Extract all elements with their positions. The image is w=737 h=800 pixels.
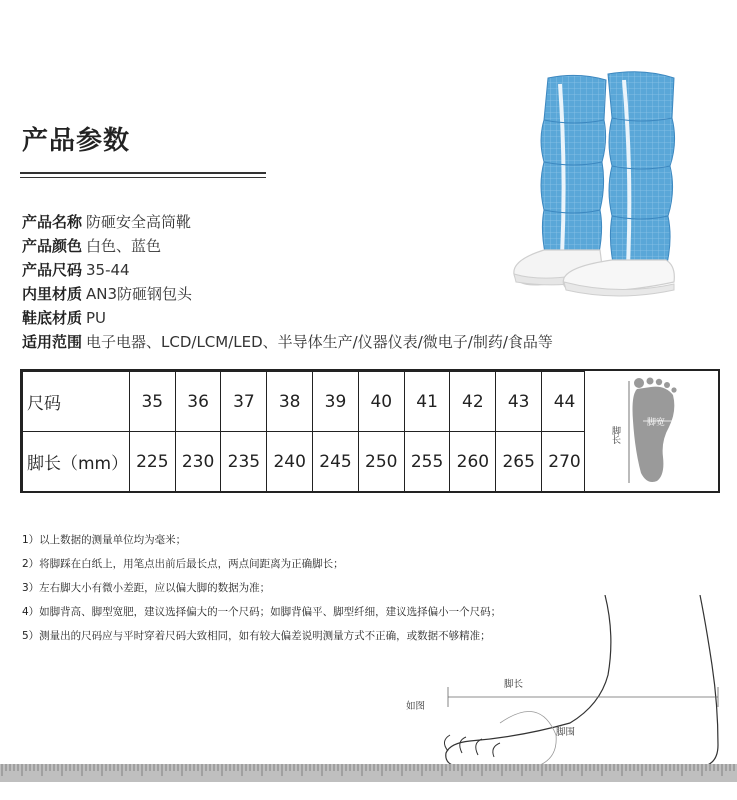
size-cell: 35 bbox=[129, 372, 175, 432]
size-chart-table bbox=[20, 369, 720, 493]
foot-diagram-cell bbox=[584, 371, 718, 491]
spec-label: 产品名称 bbox=[22, 213, 83, 231]
foot-girth-text: 脚围 bbox=[556, 727, 576, 738]
length-cell: 225 bbox=[129, 432, 175, 492]
length-cell: 270 bbox=[542, 432, 588, 492]
spec-value: PU bbox=[86, 309, 107, 327]
size-cell: 42 bbox=[450, 372, 496, 432]
length-cell: 230 bbox=[175, 432, 221, 492]
note-item: 4）如脚背高、脚型宽肥，建议选择偏大的一个尺码；如脚背偏平、脚型纤细，建议选择偏小一个尺码； bbox=[22, 606, 502, 618]
note-item: 2）将脚踩在白纸上，用笔点出前后最长点，两点间距离为正确脚长； bbox=[22, 558, 344, 570]
size-cell: 39 bbox=[313, 372, 359, 432]
length-cell: 250 bbox=[358, 432, 404, 492]
spec-label: 内里材质 bbox=[22, 285, 83, 303]
note-item: 3）左右脚大小有微小差距，应以偏大脚的数据为准； bbox=[22, 582, 271, 594]
foot-length-text: 脚长 bbox=[504, 679, 524, 690]
spec-label: 产品颜色 bbox=[22, 237, 83, 255]
spec-value: 电子电器、LCD/LCM/LED、半导体生产/仪器仪表/微电子/制药/食品等 bbox=[86, 333, 553, 351]
spec-label: 适用范围 bbox=[22, 333, 83, 351]
size-row-label: 尺码 bbox=[23, 372, 130, 432]
length-cell: 235 bbox=[221, 432, 267, 492]
note-item: 5）测量出的尺码应与平时穿着尺码大致相同，如有较大偏差说明测量方式不正确，或数据不够精准； bbox=[22, 630, 491, 642]
spec-row bbox=[22, 330, 553, 354]
size-cell: 36 bbox=[175, 372, 221, 432]
size-cell: 41 bbox=[404, 372, 450, 432]
spec-row bbox=[22, 306, 553, 330]
length-cell: 255 bbox=[404, 432, 450, 492]
note-item: 1）以上数据的测量单位均为毫米； bbox=[22, 534, 187, 546]
foot-length-label: 脚长 bbox=[610, 426, 620, 444]
size-cell: 40 bbox=[358, 372, 404, 432]
spec-list bbox=[22, 210, 553, 354]
spec-label: 产品尺码 bbox=[22, 261, 83, 279]
size-cell: 38 bbox=[267, 372, 313, 432]
size-table-grid bbox=[22, 371, 588, 492]
spec-row bbox=[22, 234, 553, 258]
page-title: 产品参数 bbox=[22, 126, 131, 156]
size-cell: 37 bbox=[221, 372, 267, 432]
title-divider-thin bbox=[20, 177, 266, 178]
spec-row bbox=[22, 258, 553, 282]
spec-value: AN3防砸钢包头 bbox=[86, 285, 193, 303]
size-cell: 43 bbox=[496, 372, 542, 432]
spec-label: 鞋底材质 bbox=[22, 309, 83, 327]
boots-product-image bbox=[508, 70, 708, 300]
spec-value: 35-44 bbox=[86, 261, 130, 279]
size-cell: 44 bbox=[542, 372, 588, 432]
length-cell: 240 bbox=[267, 432, 313, 492]
length-cell: 260 bbox=[450, 432, 496, 492]
spec-value: 防砸安全高筒靴 bbox=[86, 213, 192, 231]
ruler-graphic bbox=[0, 760, 737, 782]
foot-example-text: 如图 bbox=[406, 701, 426, 712]
spec-row bbox=[22, 282, 553, 306]
length-row-label: 脚长（mm） bbox=[23, 432, 130, 492]
footprint-icon bbox=[585, 371, 717, 491]
foot-width-label: 脚宽 bbox=[647, 418, 666, 428]
title-divider bbox=[20, 172, 266, 174]
spec-value: 白色、蓝色 bbox=[86, 237, 162, 255]
length-cell: 245 bbox=[313, 432, 359, 492]
spec-row bbox=[22, 210, 553, 234]
length-cell: 265 bbox=[496, 432, 542, 492]
